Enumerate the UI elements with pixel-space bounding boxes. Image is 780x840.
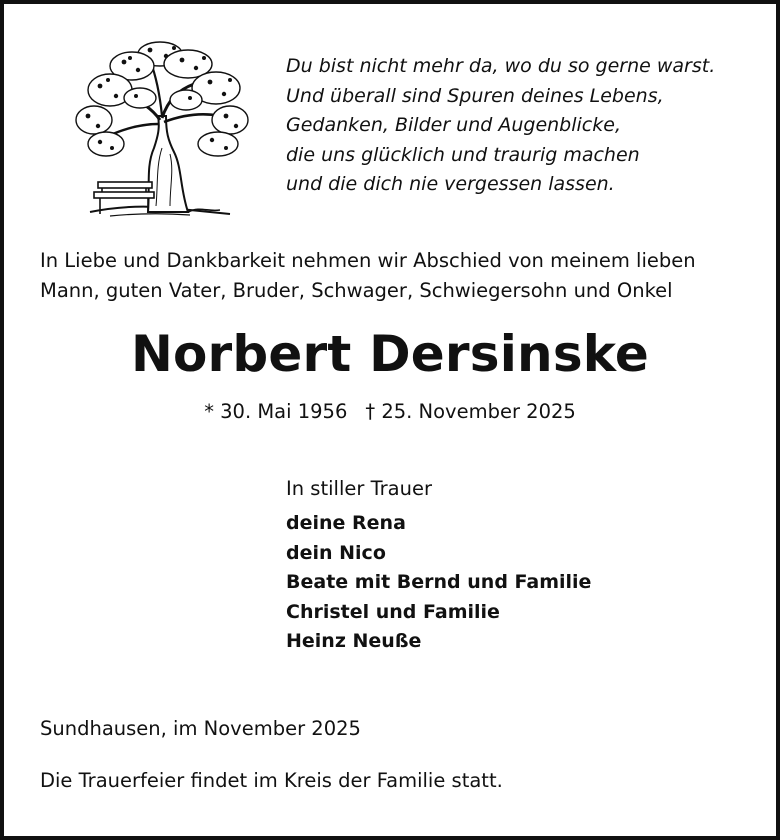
mourners-list <box>286 509 591 657</box>
tree-with-bench-icon <box>70 36 250 224</box>
life-dates <box>4 398 776 426</box>
intro-line: In Liebe und Dankbarkeit nehmen wir Abschied von meinem lieben <box>40 249 696 272</box>
place-and-date: Sundhausen, im November 2025 <box>40 717 361 740</box>
mourning-heading: In stiller Trauer <box>286 477 432 500</box>
mourner-name: Heinz Neuße <box>286 630 422 652</box>
mourner-name: Christel und Familie <box>286 600 500 623</box>
death-date: † 25. November 2025 <box>365 400 576 423</box>
poem-line: Du bist nicht mehr da, wo du so gerne warst. <box>286 55 716 77</box>
deceased-name: Norbert Dersinske <box>130 325 650 383</box>
poem-line: die uns glücklich und traurig machen <box>286 143 640 166</box>
birth-date: * 30. Mai 1956 <box>204 400 348 423</box>
intro-line: Mann, guten Vater, Bruder, Schwager, Schwiegersohn und Onkel <box>40 279 673 302</box>
poem-line: Gedanken, Bilder und Augenblicke, <box>286 114 621 136</box>
poem-line: und die dich nie vergessen lassen. <box>286 173 615 195</box>
mourner-name: Beate mit Bernd und Familie <box>286 571 592 593</box>
poem <box>286 52 715 200</box>
intro-text <box>40 246 696 306</box>
poem-line: Und überall sind Spuren deines Lebens, <box>286 84 664 107</box>
ceremony-note: Die Trauerfeier findet im Kreis der Familie statt. <box>40 769 503 792</box>
mourner-name: deine Rena <box>286 512 406 534</box>
mourner-name: dein Nico <box>286 541 386 564</box>
